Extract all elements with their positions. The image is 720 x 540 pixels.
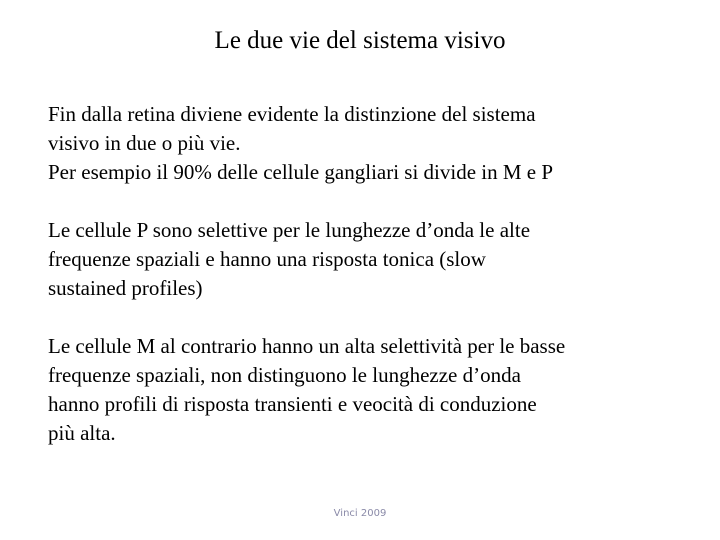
text-line: sustained profiles) <box>48 276 203 300</box>
paragraph-p-cells <box>48 216 688 303</box>
text-line: Fin dalla retina diviene evidente la distinzione del sistema <box>48 102 536 126</box>
text-line: Le cellule P sono selettive per le lunghezze d’onda le alte <box>48 218 531 242</box>
text-line: più alta. <box>48 421 116 445</box>
text-line: frequenze spaziali e hanno una risposta tonica (slow <box>48 247 486 271</box>
text-line: Per esempio il 90% delle cellule gangliari si divide in M e P <box>48 160 554 184</box>
text-line: Le cellule M al contrario hanno un alta selettività per le basse <box>48 334 566 358</box>
paragraph-m-cells <box>48 332 688 448</box>
text-line: visivo in due o più vie. <box>48 131 241 155</box>
paragraph-retina <box>48 100 688 187</box>
slide-body <box>48 100 688 477</box>
text-line: hanno profili di risposta transienti e veocità di conduzione <box>48 392 537 416</box>
slide-footer: Vinci 2009 <box>333 508 387 519</box>
slide-title: Le due vie del sistema visivo <box>214 27 506 54</box>
text-line: frequenze spaziali, non distinguono le lunghezze d’onda <box>48 363 521 387</box>
